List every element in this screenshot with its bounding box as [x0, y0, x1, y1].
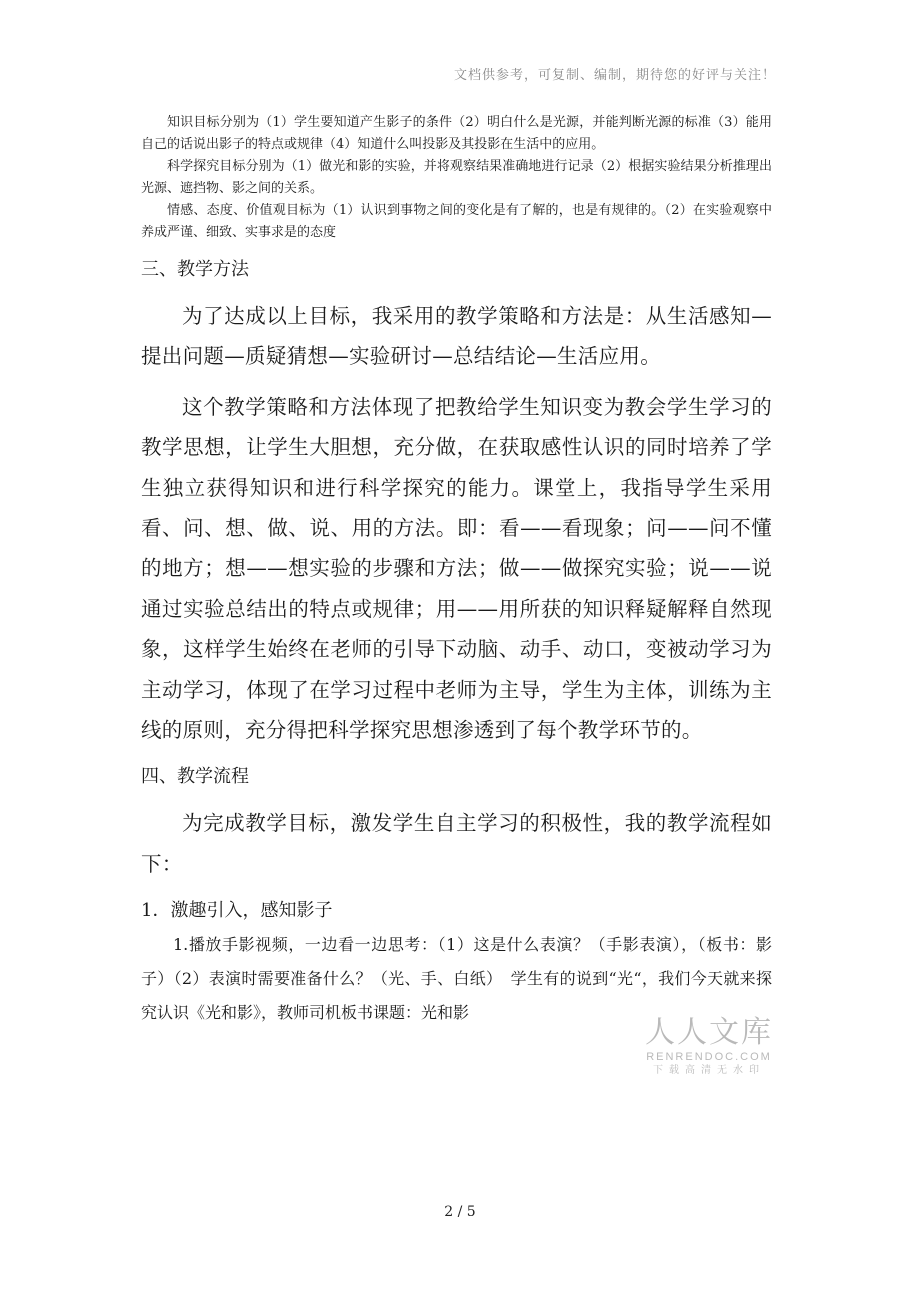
watermark-subtitle: 下载高清无水印 [653, 1065, 765, 1076]
step-paragraph: 1.播放手影视频，一边看一边思考：（1）这是什么表演？（手影表演），（板书：影子）（2）表演时需要准备什么？（光、手、白纸） 学生有的说到“光“，我们今天就来探究认识《光和影》，教师司机板书课题：光和影 [141, 935, 772, 1023]
watermark-url: RENRENDOC.COM [646, 1051, 772, 1063]
section-heading-methods: 三、教学方法 [141, 259, 249, 280]
document-body [141, 112, 772, 1030]
knowledge-objective: 知识目标分别为（1）学生要知道产生影子的条件（2）明白什么是光源，并能判断光源的标准（3）能用自己的话说出影子的特点或规律（4）知道什么叫投影及其投影在生活中的应用。 [141, 115, 772, 152]
watermark-title: 人人文库 [645, 1015, 773, 1050]
page-number: 2 / 5 [444, 1204, 476, 1220]
attitude-objective: 情感、态度、价值观目标为（1）认识到事物之间的变化是有了解的，也是有规律的。（2）在实验观察中养成严谨、细致、实事求是的态度 [141, 203, 772, 240]
header-note: 文档供参考，可复制、编制，期待您的好评与关注！ [453, 68, 776, 83]
methods-paragraph-1: 为了达成以上目标，我采用的教学策略和方法是：从生活感知—提出问题—质疑猜想—实验研讨—总结结论—生活应用。 [141, 304, 772, 369]
inquiry-objective: 科学探究目标分别为（1）做光和影的实验，并将观察结果准确地进行记录（2）根据实验结果分析推理出光源、遮挡物、影之间的关系。 [141, 159, 772, 196]
methods-paragraph-2: 这个教学策略和方法体现了把教给学生知识变为教会学生学习的教学思想，让学生大胆想，充分做，在获取感性认识的同时培养了学生独立获得知识和进行科学探究的能力。课堂上，我指导学生采用看、问、想、做、说、用的方法。即：看——看现象；问——问不懂的地方；想——想实验的步骤和方法；做——做探究实验；说——说通过实验总结出的特点或规律；用——用所获的知识释疑解释自然现象，这样学生始终在老师的引导下动脑、动手、动口，变被动学习为主动学习，体现了在学习过程中老师为主导，学生为主体，训练为主线的原则，充分得把科学探究思想渗透到了每个教学环节的。 [141, 394, 772, 743]
watermark-logo [644, 1016, 774, 1078]
process-paragraph: 为完成教学目标，激发学生自主学习的积极性，我的教学流程如下： [141, 811, 772, 876]
subheading-intro: 1．激趣引入，感知影子 [141, 900, 333, 922]
section-heading-process: 四、教学流程 [141, 766, 249, 788]
